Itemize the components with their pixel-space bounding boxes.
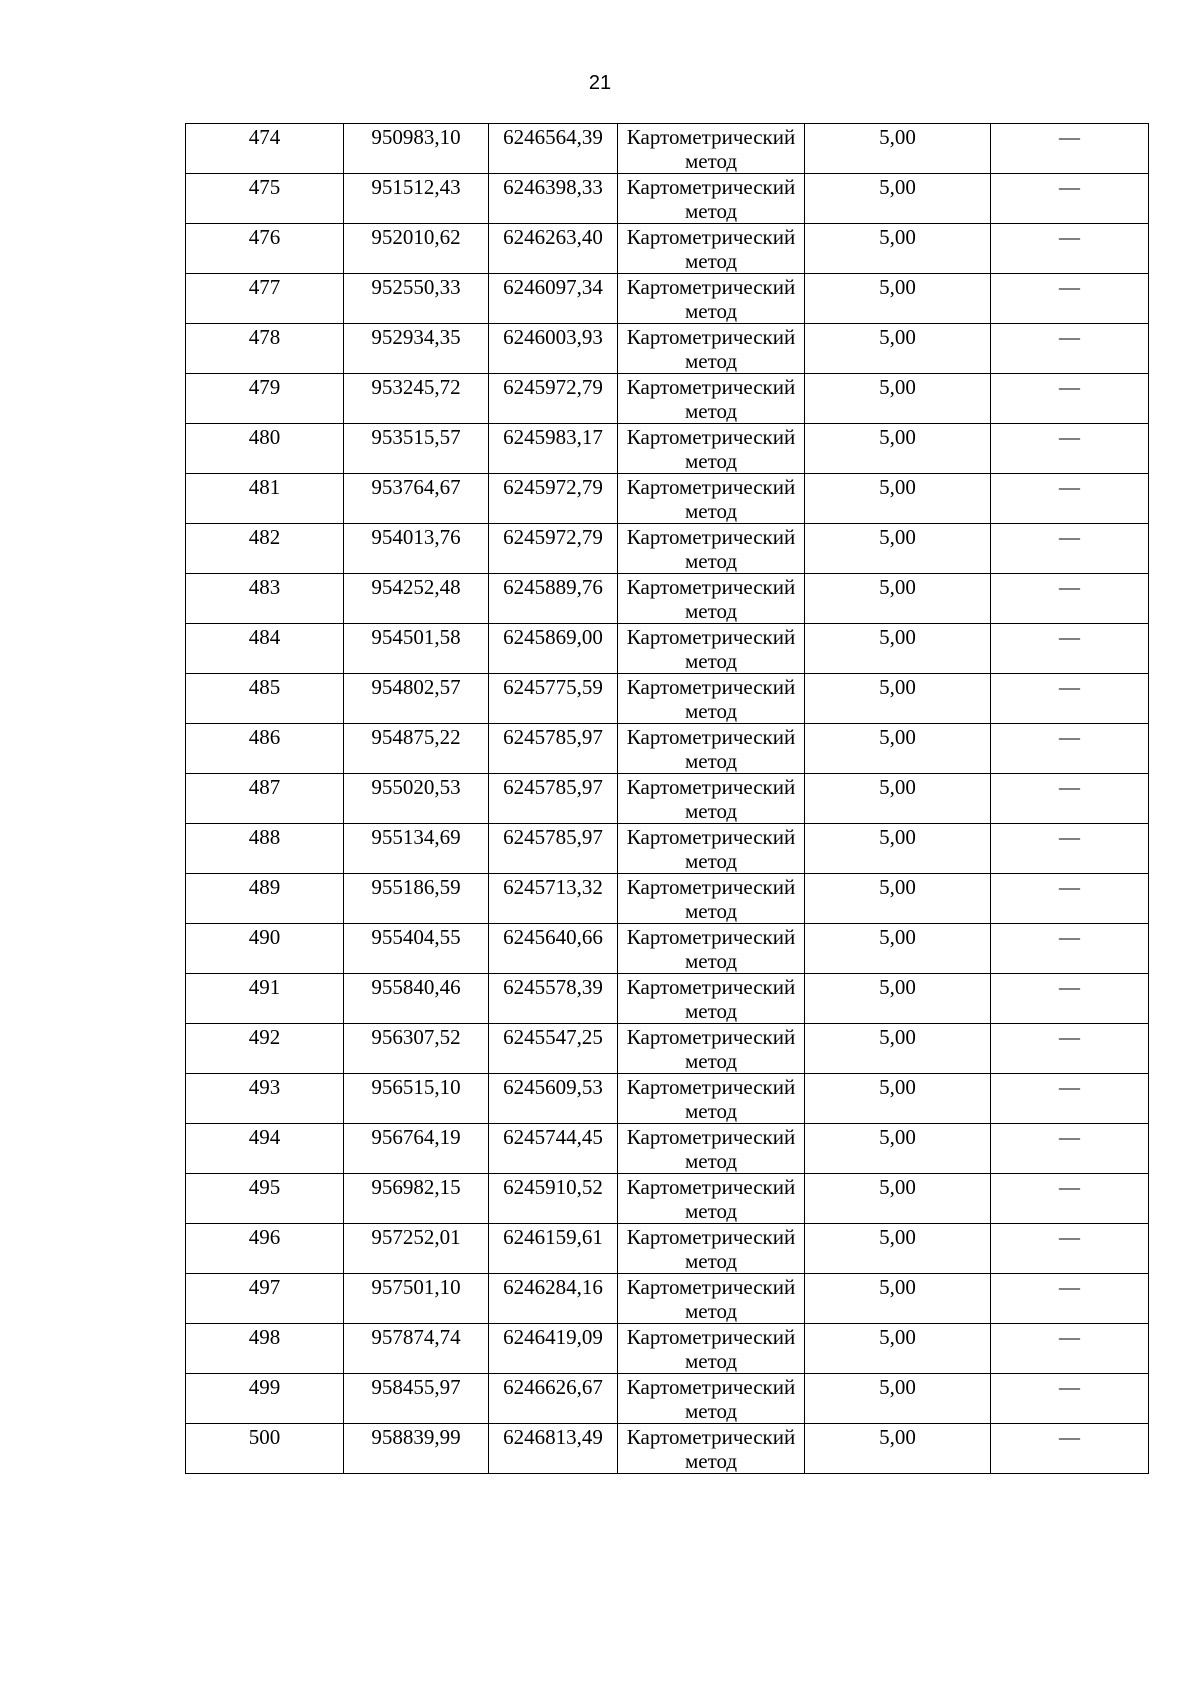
method-cell: Картометрический метод bbox=[618, 924, 805, 974]
x-coordinate-cell: 952010,62 bbox=[344, 224, 489, 274]
point-number-cell: 487 bbox=[186, 774, 344, 824]
x-coordinate-cell: 958455,97 bbox=[344, 1374, 489, 1424]
note-cell: — bbox=[991, 1074, 1149, 1124]
x-coordinate-cell: 950983,10 bbox=[344, 124, 489, 174]
x-coordinate-cell: 957252,01 bbox=[344, 1224, 489, 1274]
method-cell: Картометрический метод bbox=[618, 874, 805, 924]
accuracy-cell: 5,00 bbox=[805, 724, 991, 774]
note-cell: — bbox=[991, 1374, 1149, 1424]
note-cell: — bbox=[991, 174, 1149, 224]
y-coordinate-cell: 6245609,53 bbox=[489, 1074, 618, 1124]
note-cell: — bbox=[991, 1224, 1149, 1274]
point-number-cell: 498 bbox=[186, 1324, 344, 1374]
accuracy-cell: 5,00 bbox=[805, 224, 991, 274]
table-row bbox=[186, 724, 1149, 774]
x-coordinate-cell: 956307,52 bbox=[344, 1024, 489, 1074]
accuracy-cell: 5,00 bbox=[805, 124, 991, 174]
table-row bbox=[186, 474, 1149, 524]
method-cell: Картометрический метод bbox=[618, 824, 805, 874]
table-row bbox=[186, 1024, 1149, 1074]
table-row bbox=[186, 424, 1149, 474]
x-coordinate-cell: 952550,33 bbox=[344, 274, 489, 324]
point-number-cell: 489 bbox=[186, 874, 344, 924]
note-cell: — bbox=[991, 774, 1149, 824]
note-cell: — bbox=[991, 424, 1149, 474]
point-number-cell: 495 bbox=[186, 1174, 344, 1224]
method-cell: Картометрический метод bbox=[618, 974, 805, 1024]
x-coordinate-cell: 952934,35 bbox=[344, 324, 489, 374]
accuracy-cell: 5,00 bbox=[805, 374, 991, 424]
y-coordinate-cell: 6245785,97 bbox=[489, 724, 618, 774]
method-cell: Картометрический метод bbox=[618, 474, 805, 524]
table-row bbox=[186, 774, 1149, 824]
method-cell: Картометрический метод bbox=[618, 1024, 805, 1074]
accuracy-cell: 5,00 bbox=[805, 924, 991, 974]
method-cell: Картометрический метод bbox=[618, 374, 805, 424]
method-cell: Картометрический метод bbox=[618, 124, 805, 174]
point-number-cell: 500 bbox=[186, 1424, 344, 1474]
y-coordinate-cell: 6246813,49 bbox=[489, 1424, 618, 1474]
point-number-cell: 476 bbox=[186, 224, 344, 274]
y-coordinate-cell: 6245785,97 bbox=[489, 824, 618, 874]
point-number-cell: 474 bbox=[186, 124, 344, 174]
coordinates-table-body bbox=[186, 124, 1149, 1474]
accuracy-cell: 5,00 bbox=[805, 1024, 991, 1074]
y-coordinate-cell: 6246284,16 bbox=[489, 1274, 618, 1324]
accuracy-cell: 5,00 bbox=[805, 424, 991, 474]
x-coordinate-cell: 955404,55 bbox=[344, 924, 489, 974]
note-cell: — bbox=[991, 1324, 1149, 1374]
note-cell: — bbox=[991, 1274, 1149, 1324]
accuracy-cell: 5,00 bbox=[805, 674, 991, 724]
accuracy-cell: 5,00 bbox=[805, 1324, 991, 1374]
note-cell: — bbox=[991, 1024, 1149, 1074]
method-cell: Картометрический метод bbox=[618, 1424, 805, 1474]
y-coordinate-cell: 6245972,79 bbox=[489, 474, 618, 524]
accuracy-cell: 5,00 bbox=[805, 1274, 991, 1324]
method-cell: Картометрический метод bbox=[618, 324, 805, 374]
note-cell: — bbox=[991, 1174, 1149, 1224]
method-cell: Картометрический метод bbox=[618, 574, 805, 624]
y-coordinate-cell: 6245744,45 bbox=[489, 1124, 618, 1174]
note-cell: — bbox=[991, 124, 1149, 174]
x-coordinate-cell: 955186,59 bbox=[344, 874, 489, 924]
x-coordinate-cell: 955840,46 bbox=[344, 974, 489, 1024]
point-number-cell: 491 bbox=[186, 974, 344, 1024]
x-coordinate-cell: 956764,19 bbox=[344, 1124, 489, 1174]
x-coordinate-cell: 956982,15 bbox=[344, 1174, 489, 1224]
y-coordinate-cell: 6246419,09 bbox=[489, 1324, 618, 1374]
method-cell: Картометрический метод bbox=[618, 1224, 805, 1274]
y-coordinate-cell: 6246159,61 bbox=[489, 1224, 618, 1274]
accuracy-cell: 5,00 bbox=[805, 524, 991, 574]
point-number-cell: 485 bbox=[186, 674, 344, 724]
point-number-cell: 488 bbox=[186, 824, 344, 874]
note-cell: — bbox=[991, 374, 1149, 424]
accuracy-cell: 5,00 bbox=[805, 974, 991, 1024]
note-cell: — bbox=[991, 574, 1149, 624]
x-coordinate-cell: 954013,76 bbox=[344, 524, 489, 574]
table-row bbox=[186, 124, 1149, 174]
accuracy-cell: 5,00 bbox=[805, 624, 991, 674]
point-number-cell: 490 bbox=[186, 924, 344, 974]
method-cell: Картометрический метод bbox=[618, 674, 805, 724]
table-row bbox=[186, 574, 1149, 624]
method-cell: Картометрический метод bbox=[618, 1124, 805, 1174]
table-row bbox=[186, 224, 1149, 274]
y-coordinate-cell: 6245785,97 bbox=[489, 774, 618, 824]
method-cell: Картометрический метод bbox=[618, 624, 805, 674]
y-coordinate-cell: 6245972,79 bbox=[489, 374, 618, 424]
point-number-cell: 486 bbox=[186, 724, 344, 774]
note-cell: — bbox=[991, 624, 1149, 674]
table-row bbox=[186, 674, 1149, 724]
point-number-cell: 492 bbox=[186, 1024, 344, 1074]
point-number-cell: 478 bbox=[186, 324, 344, 374]
x-coordinate-cell: 956515,10 bbox=[344, 1074, 489, 1124]
point-number-cell: 494 bbox=[186, 1124, 344, 1174]
x-coordinate-cell: 951512,43 bbox=[344, 174, 489, 224]
method-cell: Картометрический метод bbox=[618, 524, 805, 574]
table-row bbox=[186, 1074, 1149, 1124]
accuracy-cell: 5,00 bbox=[805, 774, 991, 824]
accuracy-cell: 5,00 bbox=[805, 274, 991, 324]
method-cell: Картометрический метод bbox=[618, 174, 805, 224]
accuracy-cell: 5,00 bbox=[805, 824, 991, 874]
note-cell: — bbox=[991, 674, 1149, 724]
y-coordinate-cell: 6245713,32 bbox=[489, 874, 618, 924]
x-coordinate-cell: 957501,10 bbox=[344, 1274, 489, 1324]
x-coordinate-cell: 953764,67 bbox=[344, 474, 489, 524]
x-coordinate-cell: 955020,53 bbox=[344, 774, 489, 824]
note-cell: — bbox=[991, 974, 1149, 1024]
point-number-cell: 475 bbox=[186, 174, 344, 224]
accuracy-cell: 5,00 bbox=[805, 174, 991, 224]
note-cell: — bbox=[991, 324, 1149, 374]
x-coordinate-cell: 958839,99 bbox=[344, 1424, 489, 1474]
table-row bbox=[186, 1374, 1149, 1424]
x-coordinate-cell: 954875,22 bbox=[344, 724, 489, 774]
point-number-cell: 493 bbox=[186, 1074, 344, 1124]
y-coordinate-cell: 6246626,67 bbox=[489, 1374, 618, 1424]
x-coordinate-cell: 955134,69 bbox=[344, 824, 489, 874]
note-cell: — bbox=[991, 874, 1149, 924]
method-cell: Картометрический метод bbox=[618, 1174, 805, 1224]
y-coordinate-cell: 6245869,00 bbox=[489, 624, 618, 674]
x-coordinate-cell: 954252,48 bbox=[344, 574, 489, 624]
table-row bbox=[186, 1324, 1149, 1374]
note-cell: — bbox=[991, 824, 1149, 874]
method-cell: Картометрический метод bbox=[618, 274, 805, 324]
page-number: 21 bbox=[588, 72, 612, 94]
y-coordinate-cell: 6246263,40 bbox=[489, 224, 618, 274]
x-coordinate-cell: 957874,74 bbox=[344, 1324, 489, 1374]
accuracy-cell: 5,00 bbox=[805, 324, 991, 374]
x-coordinate-cell: 954501,58 bbox=[344, 624, 489, 674]
x-coordinate-cell: 953515,57 bbox=[344, 424, 489, 474]
method-cell: Картометрический метод bbox=[618, 1324, 805, 1374]
method-cell: Картометрический метод bbox=[618, 724, 805, 774]
point-number-cell: 477 bbox=[186, 274, 344, 324]
x-coordinate-cell: 953245,72 bbox=[344, 374, 489, 424]
y-coordinate-cell: 6245547,25 bbox=[489, 1024, 618, 1074]
y-coordinate-cell: 6246564,39 bbox=[489, 124, 618, 174]
accuracy-cell: 5,00 bbox=[805, 1074, 991, 1124]
note-cell: — bbox=[991, 524, 1149, 574]
method-cell: Картометрический метод bbox=[618, 224, 805, 274]
note-cell: — bbox=[991, 274, 1149, 324]
accuracy-cell: 5,00 bbox=[805, 1224, 991, 1274]
table-row bbox=[186, 1124, 1149, 1174]
note-cell: — bbox=[991, 1124, 1149, 1174]
method-cell: Картометрический метод bbox=[618, 424, 805, 474]
table-row bbox=[186, 324, 1149, 374]
point-number-cell: 484 bbox=[186, 624, 344, 674]
point-number-cell: 483 bbox=[186, 574, 344, 624]
table-row bbox=[186, 374, 1149, 424]
method-cell: Картометрический метод bbox=[618, 1374, 805, 1424]
note-cell: — bbox=[991, 1424, 1149, 1474]
method-cell: Картометрический метод bbox=[618, 1274, 805, 1324]
y-coordinate-cell: 6245983,17 bbox=[489, 424, 618, 474]
coordinates-table bbox=[185, 123, 1149, 1474]
y-coordinate-cell: 6245972,79 bbox=[489, 524, 618, 574]
note-cell: — bbox=[991, 224, 1149, 274]
table-row bbox=[186, 274, 1149, 324]
point-number-cell: 496 bbox=[186, 1224, 344, 1274]
table-row bbox=[186, 1424, 1149, 1474]
table-row bbox=[186, 874, 1149, 924]
accuracy-cell: 5,00 bbox=[805, 1124, 991, 1174]
note-cell: — bbox=[991, 924, 1149, 974]
y-coordinate-cell: 6245889,76 bbox=[489, 574, 618, 624]
accuracy-cell: 5,00 bbox=[805, 1374, 991, 1424]
note-cell: — bbox=[991, 724, 1149, 774]
accuracy-cell: 5,00 bbox=[805, 574, 991, 624]
note-cell: — bbox=[991, 474, 1149, 524]
table-row bbox=[186, 624, 1149, 674]
point-number-cell: 480 bbox=[186, 424, 344, 474]
table-row bbox=[186, 524, 1149, 574]
table-row bbox=[186, 1174, 1149, 1224]
table-row bbox=[186, 1224, 1149, 1274]
accuracy-cell: 5,00 bbox=[805, 874, 991, 924]
table-row bbox=[186, 174, 1149, 224]
y-coordinate-cell: 6245640,66 bbox=[489, 924, 618, 974]
point-number-cell: 479 bbox=[186, 374, 344, 424]
y-coordinate-cell: 6246097,34 bbox=[489, 274, 618, 324]
accuracy-cell: 5,00 bbox=[805, 1174, 991, 1224]
point-number-cell: 482 bbox=[186, 524, 344, 574]
point-number-cell: 481 bbox=[186, 474, 344, 524]
table-row bbox=[186, 974, 1149, 1024]
method-cell: Картометрический метод bbox=[618, 1074, 805, 1124]
accuracy-cell: 5,00 bbox=[805, 1424, 991, 1474]
y-coordinate-cell: 6246003,93 bbox=[489, 324, 618, 374]
y-coordinate-cell: 6246398,33 bbox=[489, 174, 618, 224]
y-coordinate-cell: 6245775,59 bbox=[489, 674, 618, 724]
method-cell: Картометрический метод bbox=[618, 774, 805, 824]
y-coordinate-cell: 6245578,39 bbox=[489, 974, 618, 1024]
x-coordinate-cell: 954802,57 bbox=[344, 674, 489, 724]
point-number-cell: 497 bbox=[186, 1274, 344, 1324]
table-row bbox=[186, 1274, 1149, 1324]
accuracy-cell: 5,00 bbox=[805, 474, 991, 524]
y-coordinate-cell: 6245910,52 bbox=[489, 1174, 618, 1224]
point-number-cell: 499 bbox=[186, 1374, 344, 1424]
table-row bbox=[186, 824, 1149, 874]
table-row bbox=[186, 924, 1149, 974]
